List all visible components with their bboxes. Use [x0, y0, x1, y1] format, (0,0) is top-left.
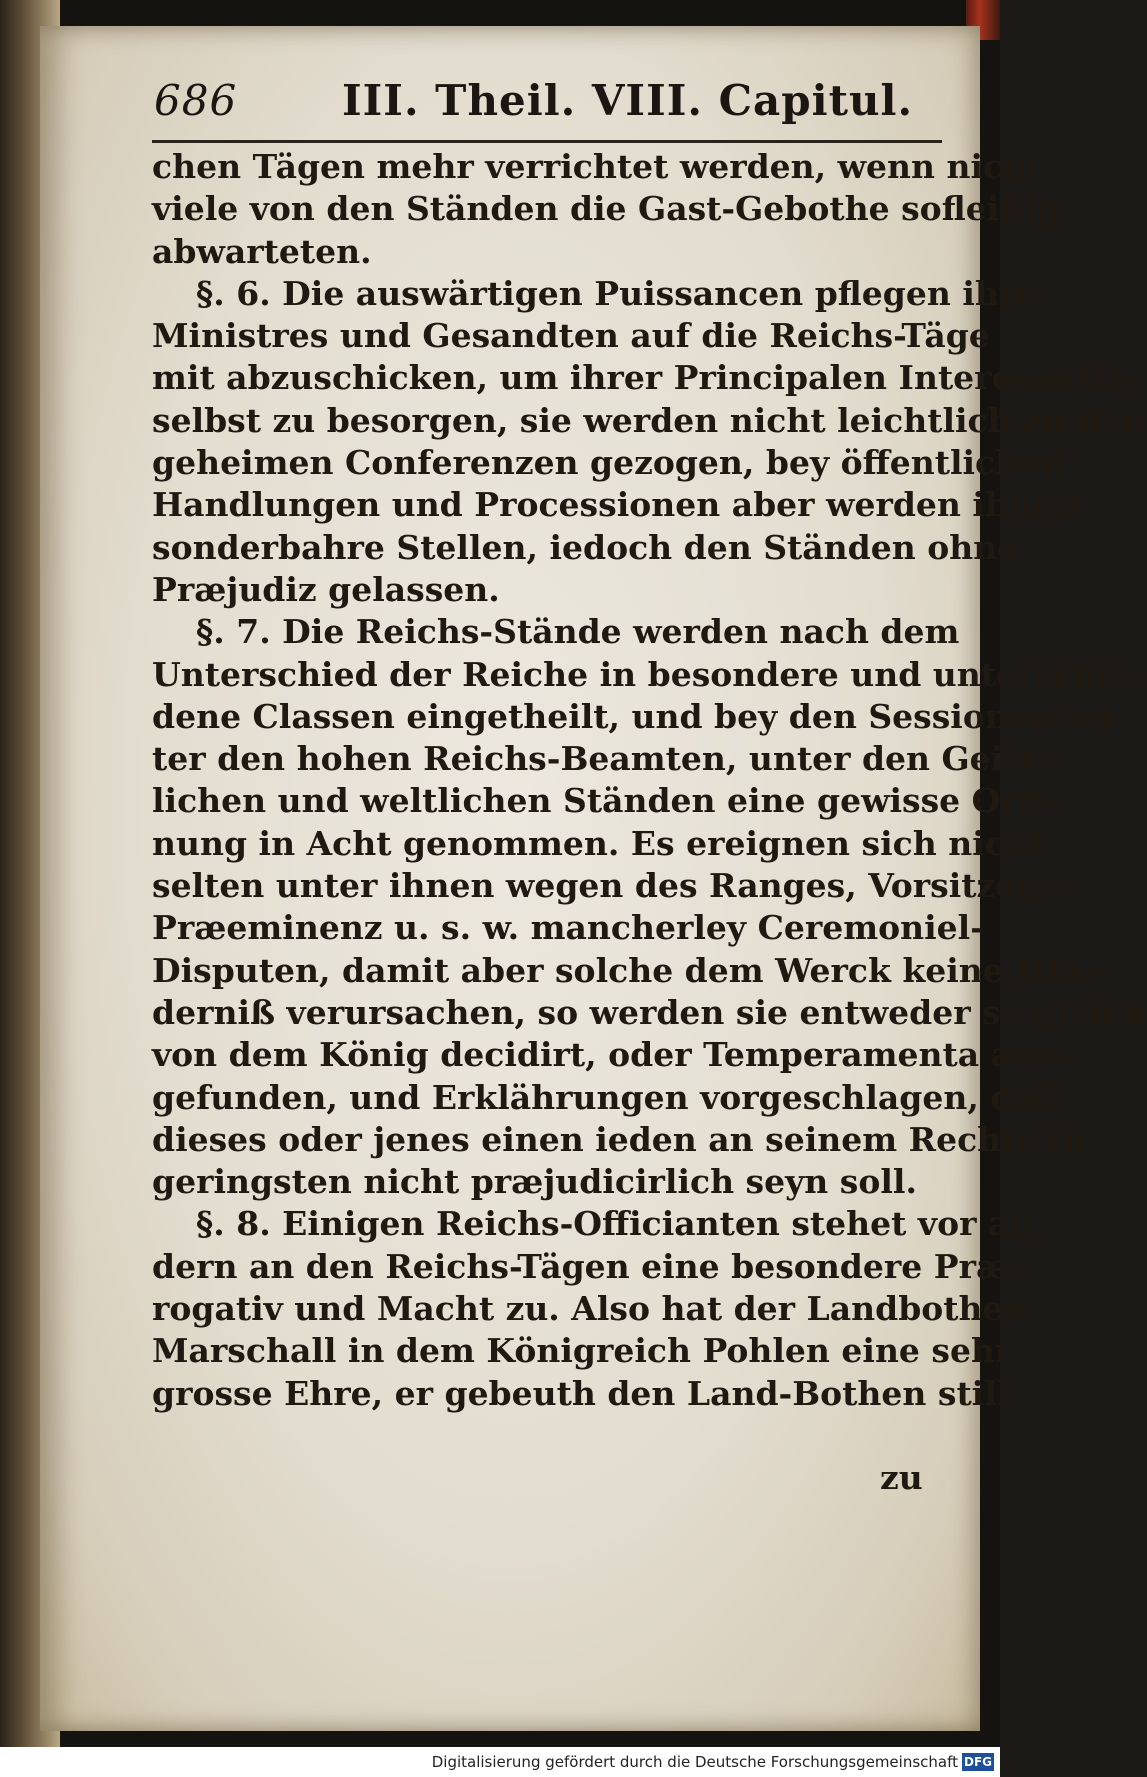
text-line: geringsten nicht præjudicirlich seyn soll.: [152, 1162, 917, 1202]
paragraph-start-6: §. 6. Die auswärtigen Puissancen pflegen ihre: [196, 273, 1038, 313]
text-line: Disputen, damit aber solche dem Werck keine Hin-: [152, 950, 1097, 990]
text-line: dern an den Reichs-Tägen eine besondere Præ-: [152, 1246, 1022, 1286]
text-line: rogativ und Macht zu. Also hat der Landbothen-: [152, 1289, 1042, 1329]
text-line: Handlungen und Processionen aber werden ihnen: [152, 485, 1078, 525]
text-line: selten unter ihnen wegen des Ranges, Vorsitzens,: [152, 866, 1071, 906]
text-line: lichen und weltlichen Ständen eine gewisse Ord-: [152, 781, 1055, 821]
text-line: Præeminenz u. s. w. mancherley Ceremoniel-: [152, 908, 984, 948]
text-line: grosse Ehre, er gebeuth den Land-Bothen still: [152, 1373, 1010, 1413]
running-title: III. Theil. VIII. Capitul.: [342, 76, 914, 125]
text-line: Marschall in dem Königreich Pohlen eine sehr: [152, 1331, 1013, 1371]
text-line: von dem König decidirt, oder Temperamenta aus-: [152, 1035, 1069, 1075]
text-line: chen Tägen mehr verrichtet werden, wenn nicht: [152, 147, 1043, 186]
page-number: 686: [154, 76, 238, 125]
catchword: zu: [880, 1458, 923, 1497]
text-line: ter den hohen Reichs-Beamten, unter den Geist-: [152, 739, 1051, 779]
paragraph-start-8: §. 8. Einigen Reichs-Officianten stehet vor an-: [196, 1204, 1048, 1244]
text-line: gefunden, und Erklährungen vorgeschlagen, daß: [152, 1077, 1060, 1117]
text-line: Ministres und Gesandten auf die Reichs-Täge: [152, 316, 990, 356]
text-line: dieses oder jenes einen ieden an seinem Rechte in: [152, 1119, 1086, 1159]
body-text: [152, 146, 1147, 1415]
text-line: mit abzuschicken, um ihrer Principalen Interesse da-: [152, 358, 1141, 398]
text-line: nung in Acht genommen. Es ereignen sich nicht: [152, 823, 1045, 863]
header-rule: [152, 140, 942, 143]
text-line: dene Classen eingetheilt, und bey den Sessionen un-: [152, 696, 1127, 736]
text-line: selbst zu besorgen, sie werden nicht leichtlich zu den: [152, 400, 1146, 440]
text-line: Præjudiz gelassen.: [152, 569, 500, 609]
text-line: geheimen Conferenzen gezogen, bey öffentlichen: [152, 443, 1065, 483]
text-line: abwarteten.: [152, 231, 372, 271]
running-head: [112, 68, 932, 132]
text-line: derniß verursachen, so werden sie entweder so gleich: [152, 992, 1147, 1032]
paragraph-start-7: §. 7. Die Reichs-Stände werden nach dem: [196, 612, 960, 652]
text-line: sonderbahre Stellen, iedoch den Ständen ohne: [152, 527, 1019, 567]
text-line: Unterschied der Reiche in besondere und unterschie-: [152, 654, 1145, 694]
footer-bar: [0, 1747, 1000, 1777]
dfg-logo: DFG: [963, 1755, 992, 1769]
digitization-credit: Digitalisierung gefördert durch die Deutsche Forschungsgemeinschaft: [431, 1753, 958, 1771]
text-line: viele von den Ständen die Gast-Gebothe sofleißig: [152, 189, 1060, 229]
